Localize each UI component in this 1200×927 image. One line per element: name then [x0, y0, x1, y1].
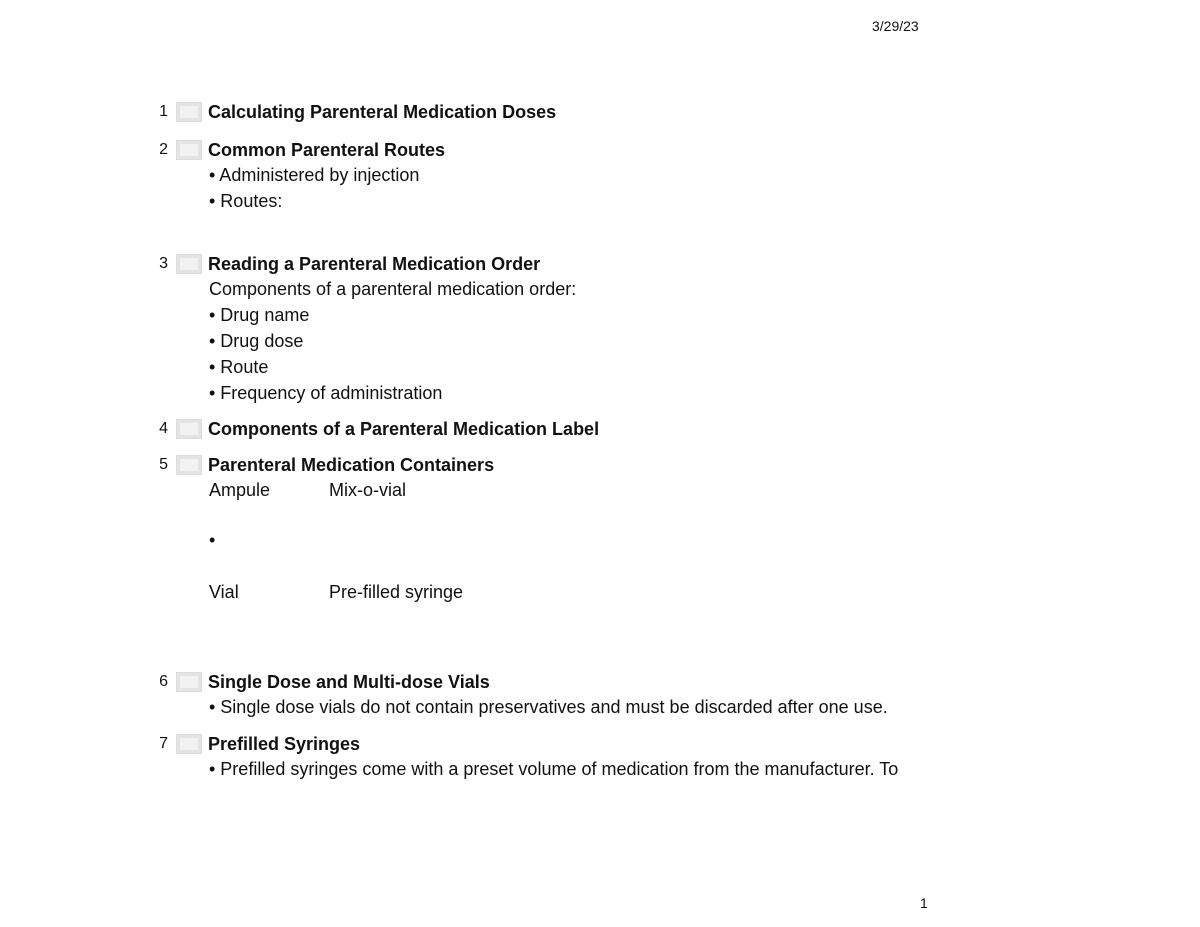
slide-notes — [209, 756, 1030, 782]
slide-1 — [150, 100, 1030, 124]
slide-number: 5 — [159, 456, 168, 473]
slide-title: Calculating Parenteral Medication Doses — [208, 101, 557, 122]
slide-number: 7 — [159, 735, 168, 752]
slide-number: 1 — [159, 103, 168, 120]
header-date: 3/29/23 — [872, 18, 919, 34]
slide-title: Parenteral Medication Containers — [208, 454, 495, 475]
slide-5 — [150, 453, 1030, 605]
note-bullet: • Administered by injection — [209, 165, 420, 185]
slide-7 — [150, 732, 1030, 782]
container-label: Mix-o-vial — [329, 480, 407, 500]
slide-3 — [150, 252, 1030, 406]
slide-title: Common Parenteral Routes — [208, 139, 446, 160]
slide-thumbnail[interactable] — [176, 734, 202, 754]
slide-title: Single Dose and Multi-dose Vials — [208, 671, 490, 692]
slide-thumbnail[interactable] — [176, 140, 202, 160]
slide-6 — [150, 670, 1030, 720]
container-label: Ampule — [209, 480, 271, 500]
container-label: Pre-filled syringe — [329, 582, 464, 602]
note-bullet: • Drug name — [209, 305, 310, 325]
container-row — [209, 477, 1030, 503]
slide-title: Reading a Parenteral Medication Order — [208, 253, 541, 274]
slide-notes — [209, 276, 1030, 406]
note-bullet: • Routes: — [209, 191, 283, 211]
note-bullet: • Route — [209, 357, 269, 377]
note-bullet: • Single dose vials do not contain preservatives and must be discarded after one use. — [209, 697, 888, 717]
slide-number: 6 — [159, 673, 168, 690]
note-intro: Components of a parenteral medication order: — [209, 279, 577, 299]
slide-number: 2 — [159, 141, 168, 158]
slide-number: 4 — [159, 420, 168, 437]
note-bullet: • Drug dose — [209, 331, 304, 351]
empty-bullet: • — [209, 530, 216, 550]
slide-title: Prefilled Syringes — [208, 733, 361, 754]
slide-notes — [209, 162, 1030, 214]
slide-title: Components of a Parenteral Medication Label — [208, 418, 600, 439]
slide-number: 3 — [159, 255, 168, 272]
note-bullet: • Prefilled syringes come with a preset volume of medication from the manufacturer. To — [209, 759, 899, 779]
container-label: Vial — [209, 582, 239, 602]
slide-thumbnail[interactable] — [176, 672, 202, 692]
note-bullet: • Frequency of administration — [209, 383, 443, 403]
slide-thumbnail[interactable] — [176, 254, 202, 274]
page-number: 1 — [920, 895, 928, 911]
slide-thumbnail[interactable] — [176, 102, 202, 122]
slide-thumbnail[interactable] — [176, 455, 202, 475]
slide-notes — [209, 694, 1030, 720]
container-row — [209, 579, 1030, 605]
slide-4 — [150, 417, 1030, 441]
slide-notes — [209, 477, 1030, 605]
slide-2 — [150, 138, 1030, 214]
slide-thumbnail[interactable] — [176, 419, 202, 439]
